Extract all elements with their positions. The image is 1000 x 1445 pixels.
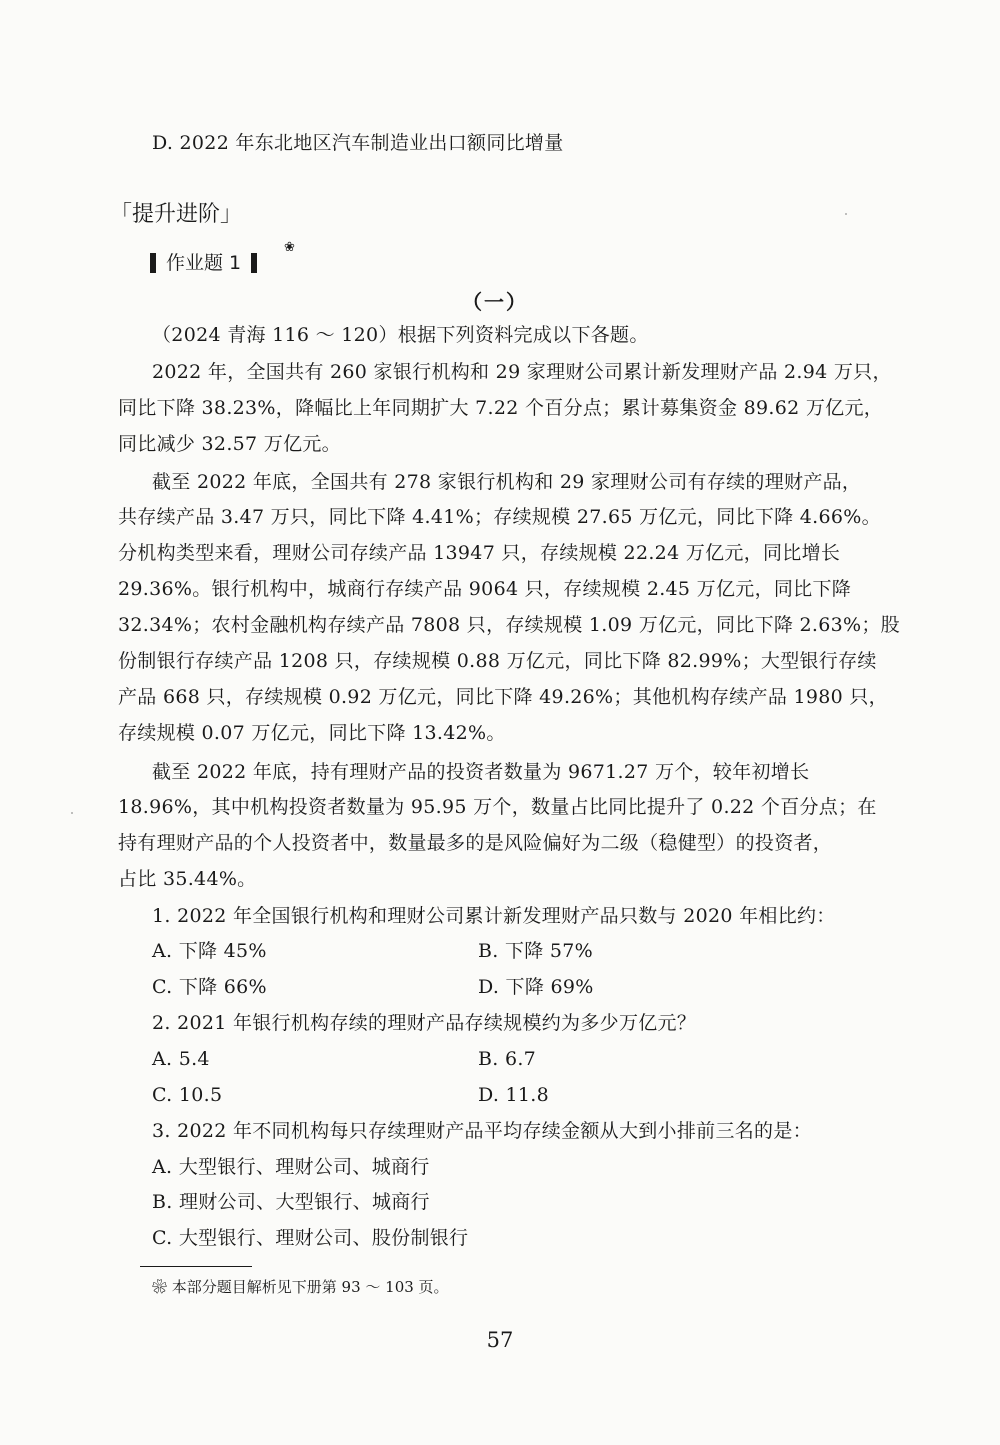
paragraph-line: 共存续产品 3.47 万只，同比下降 4.41%；存续规模 27.65 万亿元，同比下降 4.66%。 [118, 506, 881, 528]
question-stem: 2. 2021 年银行机构存续的理财产品存续规模约为多少万亿元？ [152, 1012, 697, 1034]
footnote: ❀ 本部分题目解析见下册第 93 ～ 103 页。 [152, 1278, 449, 1296]
option-d: D. 下降 69% [478, 976, 594, 998]
option-a: A. 5.4 [152, 1048, 210, 1070]
paragraph-line: 截至 2022 年底，全国共有 278 家银行机构和 29 家理财公司有存续的理财产品， [152, 471, 862, 493]
page-number: 57 [486, 1328, 514, 1352]
scan-speck [845, 213, 847, 215]
paragraph-line: 持有理财产品的个人投资者中，数量最多的是风险偏好为二级（稳健型）的投资者， [118, 832, 833, 854]
paragraph-line: 占比 35.44%。 [118, 868, 257, 890]
option-c: C. 10.5 [152, 1084, 223, 1106]
section-bracket-close: 」 [220, 202, 243, 227]
section-bracket-open: 「 [110, 202, 133, 227]
paragraph-line: 产品 668 只，存续规模 0.92 万亿元，同比下降 49.26%；其他机构存续产品 1980 只， [118, 686, 888, 708]
heading-bar-left [150, 253, 156, 273]
option-a: A. 下降 45% [152, 940, 267, 962]
intro-line: （2024 青海 116 ～ 120）根据下列资料完成以下各题。 [152, 324, 649, 346]
option-d: D. 11.8 [478, 1084, 550, 1106]
flower-mark-icon: ❀ [284, 240, 295, 255]
paragraph-line: 18.96%，其中机构投资者数量为 95.95 万个，数量占比同比提升了 0.22 个百分点；在 [118, 796, 877, 818]
paragraph-line: 同比下降 38.23%，降幅比上年同期扩大 7.22 个百分点；累计募集资金 89.62 万亿元， [118, 397, 884, 419]
paragraph-line: 份制银行存续产品 1208 只，存续规模 0.88 万亿元，同比下降 82.99%；大型银行存续 [118, 650, 877, 672]
footnote-rule [140, 1266, 252, 1267]
paragraph-line: 同比减少 32.57 万亿元。 [118, 433, 341, 455]
option-c: C. 大型银行、理财公司、股份制银行 [152, 1227, 469, 1249]
option-b: B. 6.7 [478, 1048, 537, 1070]
paragraph-line: 分机构类型来看，理财公司存续产品 13947 只，存续规模 22.24 万亿元，同比增长 [118, 542, 841, 564]
paragraph-line: 2022 年，全国共有 260 家银行机构和 29 家理财公司累计新发理财产品 2.94 万只， [152, 361, 892, 383]
option-b: B. 下降 57% [478, 940, 594, 962]
section-heading [110, 200, 242, 230]
option-d-previous: D. 2022 年东北地区汽车制造业出口额同比增量 [152, 132, 564, 154]
paragraph-line: 29.36%。银行机构中，城商行存续产品 9064 只，存续规模 2.45 万亿元，同比下降 [118, 578, 852, 600]
part-label: （一） [462, 290, 528, 314]
section-title: 提升进阶 [132, 202, 221, 227]
paragraph-line: 存续规模 0.07 万亿元，同比下降 13.42%。 [118, 722, 506, 744]
question-stem: 1. 2022 年全国银行机构和理财公司累计新发理财产品只数与 2020 年相比约： [152, 905, 836, 927]
homework-heading [150, 250, 257, 276]
option-c: C. 下降 66% [152, 976, 267, 998]
paragraph-line: 截至 2022 年底，持有理财产品的投资者数量为 9671.27 万个，较年初增长 [152, 761, 810, 783]
homework-title: 作业题 1 [166, 252, 242, 274]
option-a: A. 大型银行、理财公司、城商行 [152, 1156, 430, 1178]
question-stem: 3. 2022 年不同机构每只存续理财产品平均存续金额从大到小排前三名的是： [152, 1120, 812, 1142]
scan-speck [71, 812, 73, 814]
heading-bar-right [251, 253, 257, 273]
option-b: B. 理财公司、大型银行、城商行 [152, 1191, 430, 1213]
paragraph-line: 32.34%；农村金融机构存续产品 7808 只，存续规模 1.09 万亿元，同比下降 2.63%；股 [118, 614, 900, 636]
